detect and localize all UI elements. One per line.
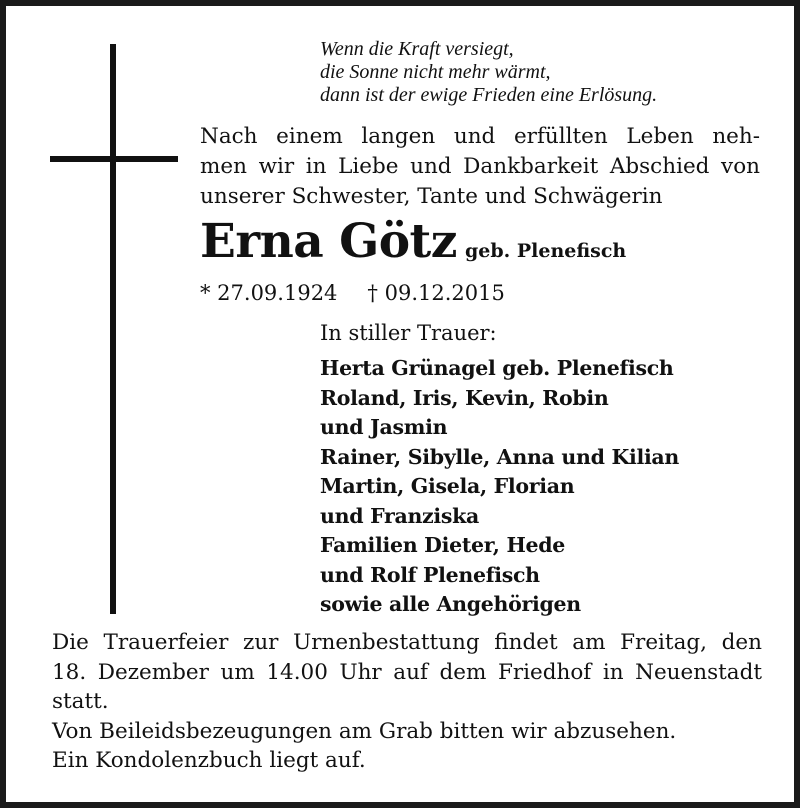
service-line: 18. Dezember um 14.00 Uhr auf dem Friedhof in Neuenstadt (52, 659, 762, 685)
intro-line: unserer Schwester, Tante und Schwägerin (200, 184, 663, 209)
service-line: Von Beileidsbezeugungen am Grab bitten wir abzusehen. (52, 718, 677, 744)
service-info (52, 628, 762, 776)
mourner-line: und Franziska (320, 503, 480, 528)
poem (320, 38, 760, 107)
mourners-list (320, 354, 679, 620)
life-dates (200, 278, 505, 308)
poem-line: dann ist der ewige Frieden eine Erlösung. (320, 84, 658, 106)
service-line: Die Trauerfeier zur Urnenbestattung findet am Freitag, den (52, 630, 762, 655)
deceased-heading (200, 212, 760, 272)
maiden-name: geb. Plenefisch (464, 240, 627, 262)
poem-line: die Sonne nicht mehr wärmt, (320, 61, 551, 83)
service-line: statt. (52, 689, 109, 714)
birth-date: * 27.09.1924 (200, 281, 338, 305)
cross-bar (50, 156, 178, 162)
intro-text (200, 122, 760, 212)
death-date: † 09.12.2015 (367, 281, 505, 305)
mourner-line: Martin, Gisela, Florian (320, 474, 575, 498)
mourner-line: und Rolf Plenefisch (320, 562, 540, 587)
mourner-line: Roland, Iris, Kevin, Robin (320, 385, 609, 410)
poem-line: Wenn die Kraft versiegt, (320, 38, 514, 60)
service-line: Ein Kondolenzbuch liegt auf. (52, 748, 366, 773)
intro-line: Nach einem langen und erfüllten Leben neh- (200, 124, 760, 149)
mourner-line: und Jasmin (320, 415, 448, 439)
deceased-name: Erna Götz (200, 214, 457, 269)
cross-icon (110, 44, 116, 614)
mourner-line: sowie alle Angehörigen (320, 592, 581, 616)
mourning-label: In stiller Trauer: (320, 321, 497, 345)
mourner-line: Familien Dieter, Hede (320, 533, 566, 557)
mourner-line: Rainer, Sibylle, Anna und Kilian (320, 444, 680, 469)
mourner-line: Herta Grünagel geb. Plenefisch (320, 356, 674, 380)
intro-line: men wir in Liebe und Dankbarkeit Abschied von (200, 154, 760, 179)
